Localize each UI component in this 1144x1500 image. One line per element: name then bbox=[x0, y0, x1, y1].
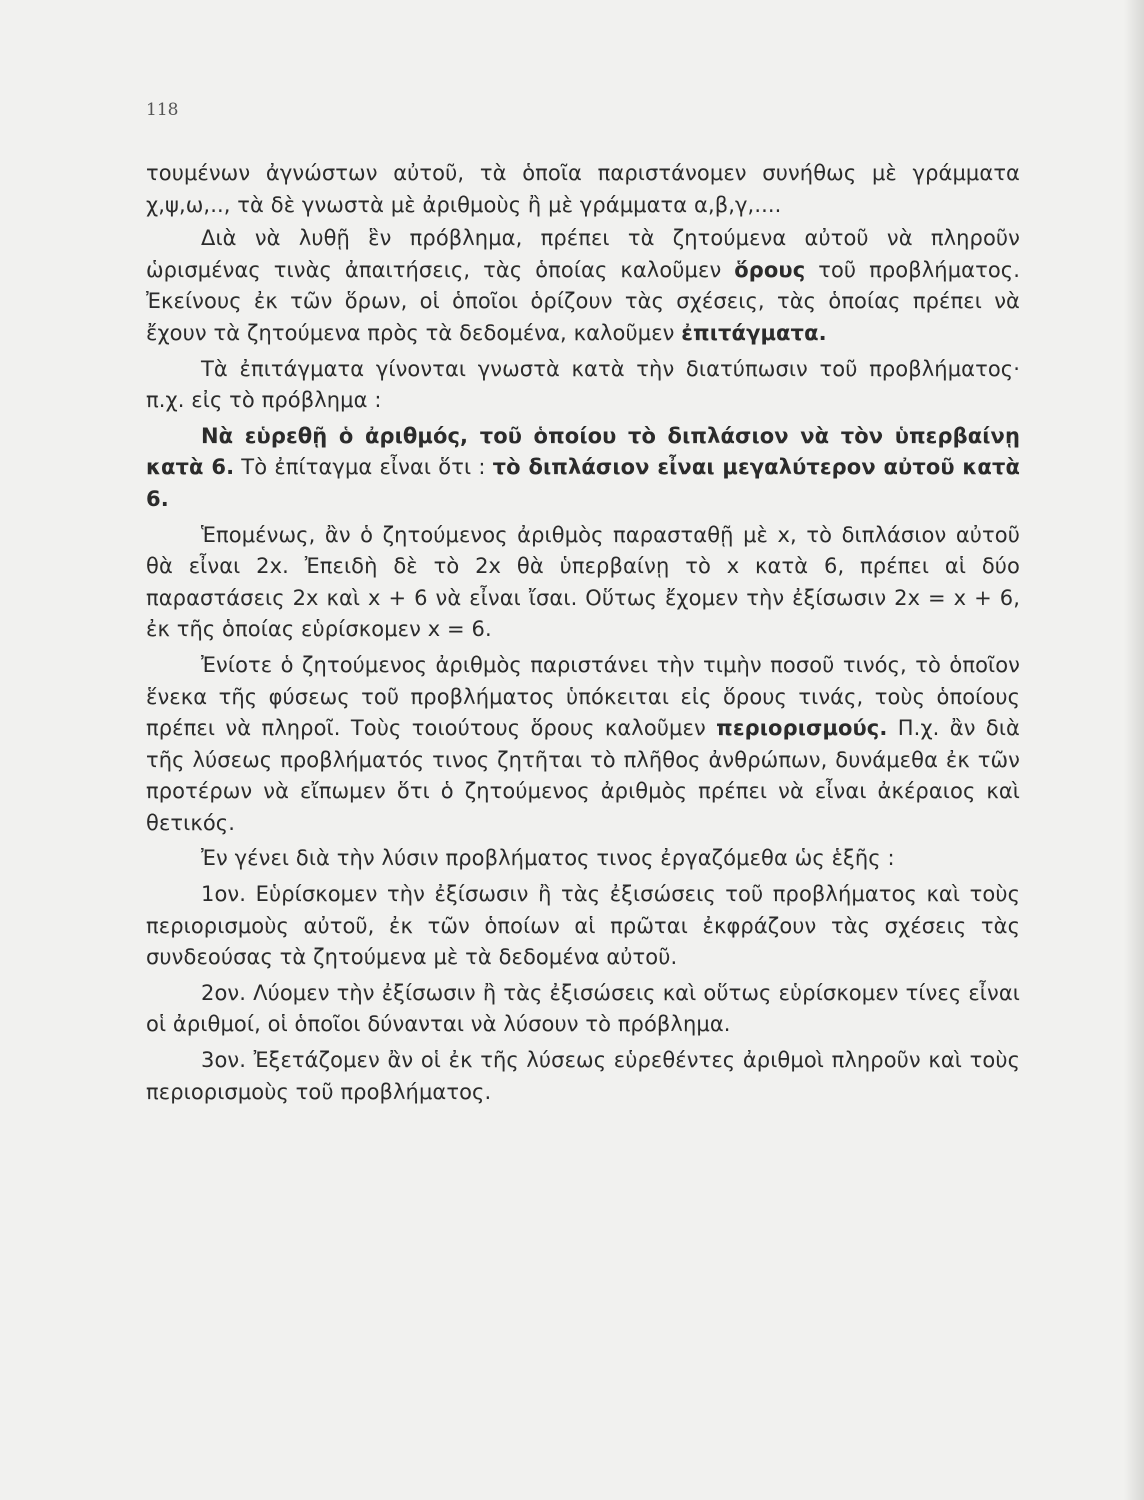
paragraph-2 bbox=[146, 223, 1020, 349]
page-number: 118 bbox=[146, 100, 179, 120]
problem-statement: Νὰ εὑρεθῇ ὁ ἀριθμός, τοῦ ὁποίου τὸ διπλάσιον νὰ τὸν ὑπερβαίνῃ κατὰ 6. bbox=[146, 423, 1020, 480]
term-epitagmata: ἐπιτάγματα. bbox=[681, 320, 827, 345]
p6-text-2: Π.χ. ἂν διὰ τῆς λύσεως προβλήματός τινος ζητῆται τὸ πλῆθος ἀνθρώπων, δυνάμεθα ἐκ τῶν προτέρων νὰ εἴπωμεν ὅτι ὁ ζητούμενος ἀριθμὸς πρέπει νὰ εἶναι ἀκέραιος καὶ θετικός. bbox=[146, 716, 1020, 835]
step-1: 1ον. Εὑρίσκομεν τὴν ἐξίσωσιν ἢ τὰς ἐξισώσεις τοῦ προβλήματος καὶ τοὺς περιορισμοὺς αὐτοῦ, ἐκ τῶν ὁποίων αἱ πρῶται ἐκφράζουν τὰς σχέσεις τὰς συνδεούσας τὰ ζητούμενα μὲ τὰ δεδομένα αὐτοῦ. bbox=[146, 882, 1020, 970]
epitagma-statement: τὸ διπλάσιον εἶναι μεγαλύτερον αὐτοῦ κατὰ 6. bbox=[146, 455, 1020, 511]
p4-text-1: Τὸ ἐπίταγμα εἶναι ὅτι : bbox=[234, 455, 493, 480]
paragraph-6 bbox=[146, 650, 1020, 840]
paragraph-5: Ἑπομένως, ἂν ὁ ζητούμενος ἀριθμὸς παρασταθῇ μὲ x, τὸ διπλάσιον αὐτοῦ θὰ εἶναι 2x. Ἐπειδὴ δὲ τὸ 2x θὰ ὑπερβαίνῃ τὸ x κατὰ 6, πρέπει αἱ δύο παραστάσεις 2x καὶ x + 6 νὰ εἶναι ἴσαι. Οὕτως ἔχομεν τὴν ἐξίσωσιν 2x = x + 6, ἐκ τῆς ὁποίας εὑρίσκομεν x = 6. bbox=[146, 522, 1020, 642]
paragraph-1: τουμένων ἀγνώστων αὐτοῦ, τὰ ὁποῖα παριστάνομεν συνήθως μὲ γράμματα χ,ψ,ω,.., τὰ δὲ γνωστὰ μὲ ἀριθμοὺς ἢ μὲ γράμματα α,β,γ,.... bbox=[146, 161, 1020, 217]
paragraph-4 bbox=[146, 421, 1020, 516]
paragraph-7: Ἐν γένει διὰ τὴν λύσιν προβλήματος τινος ἐργαζόμεθα ὡς ἑξῆς : bbox=[201, 846, 895, 871]
p6-text-1: Ἐνίοτε ὁ ζητούμενος ἀριθμὸς παριστάνει τὴν τιμὴν ποσοῦ τινός, τὸ ὁποῖον ἕνεκα τῆς φύσεως τοῦ προβλήματος ὑπόκειται εἰς ὅρους τινάς, τοὺς ὁποίους πρέπει νὰ πληροῖ. Τοὺς τοιούτους ὅρους καλοῦμεν bbox=[146, 652, 1020, 741]
term-periorismous: περιορισμούς. bbox=[716, 716, 888, 741]
body-text bbox=[146, 158, 1020, 1108]
step-3: 3ον. Ἐξετάζομεν ἂν οἱ ἐκ τῆς λύσεως εὑρεθέντες ἀριθμοὶ πληροῦν καὶ τοὺς περιορισμοὺς τοῦ προβλήματος. bbox=[146, 1048, 1020, 1104]
term-orous: ὅρους bbox=[734, 257, 806, 282]
step-2: 2ον. Λύομεν τὴν ἐξίσωσιν ἢ τὰς ἐξισώσεις καὶ οὕτως εὑρίσκομεν τίνες εἶναι οἱ ἀριθμοί, οἱ ὁποῖοι δύνανται νὰ λύσουν τὸ πρόβλημα. bbox=[146, 980, 1020, 1037]
paragraph-3: Τὰ ἐπιτάγματα γίνονται γνωστὰ κατὰ τὴν διατύπωσιν τοῦ προβλήματος· π.χ. εἰς τὸ πρόβλημα : bbox=[146, 356, 1020, 413]
page-edge bbox=[1124, 0, 1144, 1500]
p2-text-1: Διὰ νὰ λυθῇ ἓν πρόβλημα, πρέπει τὰ ζητούμενα αὐτοῦ νὰ πληροῦν ὡρισμένας τινὰς ἀπαιτήσεις, τὰς ὁποίας καλοῦμεν bbox=[146, 226, 1020, 282]
p2-text-2: τοῦ προβλήματος. Ἐκείνους ἐκ τῶν ὅρων, οἱ ὁποῖοι ὁρίζουν τὰς σχέσεις, τὰς ὁποίας πρέπει νὰ ἔχουν τὰ ζητούμενα πρὸς τὰ δεδομένα, καλοῦμεν bbox=[146, 257, 1020, 345]
